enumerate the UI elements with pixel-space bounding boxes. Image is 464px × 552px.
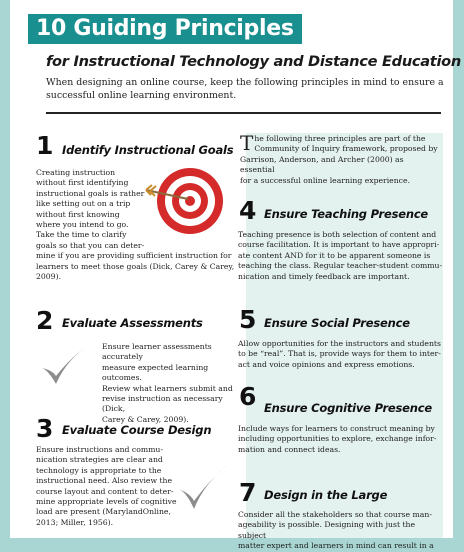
principle-5-line: act and voice opinions and express emotions. [238, 359, 415, 369]
right-column-shade [246, 133, 443, 538]
principle-7-body [238, 510, 443, 552]
principle-3-line: technology is appropriate to the [36, 465, 162, 475]
dropcap: T [240, 131, 254, 155]
principle-1-line: where you intend to go. [36, 220, 129, 230]
principle-3-line: mine appropriate levels of cognitive [36, 497, 177, 507]
principle-4-heading: Ensure Teaching Presence [264, 207, 429, 221]
principle-3-line: load are present (MarylandOnline, [36, 507, 171, 517]
principle-5-line: Allow opportunities for the instructors and students [238, 339, 441, 348]
principle-6-number: 6 [239, 382, 257, 411]
principle-1-line: goals so that you can deter- [36, 240, 145, 250]
principle-1-number: 1 [36, 131, 54, 160]
principle-6-line: Include ways for learners to construct meaning by [238, 424, 435, 433]
principle-2-heading: Evaluate Assessments [62, 316, 203, 330]
principle-5-line: to be “real”. That is, provide ways for them to inter- [238, 349, 441, 359]
principle-3-line: instructional need. Also review the [36, 476, 173, 486]
principle-3-heading: Evaluate Course Design [62, 423, 212, 437]
divider [46, 112, 441, 114]
principle-1-line: instructional goals is rather [36, 188, 145, 198]
principle-5-number: 5 [239, 305, 257, 334]
principle-4-line: course facilitation. It is important to have appropri- [238, 240, 440, 250]
principle-1-line: learners to meet those goals (Dick, Carey & Carey, [36, 261, 235, 271]
principle-3-line: Ensure instructions and commu- [36, 445, 163, 454]
principle-7-heading: Design in the Large [264, 488, 388, 502]
principle-3-body [36, 445, 186, 528]
principle-2-number: 2 [36, 306, 54, 335]
principle-2-body [102, 342, 242, 425]
right-intro-line: Community of Inquiry framework, proposed by [254, 144, 438, 154]
principle-2-line: measure expected learning outcomes. [102, 362, 209, 383]
principle-2-line: Ensure learner assessments accurately [102, 342, 212, 362]
principle-1-line: without first identifying [36, 178, 129, 188]
principle-3-line: course layout and content to deter- [36, 486, 174, 496]
principle-1-line: 2009). [36, 272, 62, 282]
principle-1-line: Take the time to clarify [36, 230, 127, 240]
principle-4-body [238, 230, 443, 282]
principle-6-line: including opportunities to explore, exchange infor- [238, 434, 437, 444]
checkmark-icon [38, 338, 96, 390]
right-intro-line: Garrison, Anderson, and Archer (2000) as essential [240, 154, 404, 175]
principle-3-number: 3 [36, 414, 54, 443]
target-icon [142, 164, 224, 236]
principle-2-line: Review what learners submit and [102, 383, 233, 393]
right-intro-line: he following three principles are part of the [254, 134, 426, 143]
principle-1-line: without first knowing [36, 209, 120, 219]
principle-7-line: Consider all the stakeholders so that course man- [238, 510, 432, 519]
principle-7-number: 7 [239, 478, 257, 507]
principle-6-line: mation and connect ideas. [238, 444, 341, 454]
principle-3-line: 2013; Miller, 1956). [36, 517, 114, 527]
right-intro-line: for a successful online learning experience. [240, 175, 410, 185]
principle-1-heading: Identify Instructional Goals [62, 143, 234, 157]
principle-3-line: nication strategies are clear and [36, 455, 163, 465]
principle-4-number: 4 [239, 196, 257, 225]
principle-5-body [238, 339, 443, 370]
principle-1-line: like setting out on a trip [36, 199, 131, 209]
title-banner: 10 Guiding Principles [28, 14, 302, 44]
document-page [10, 0, 462, 551]
right-intro [240, 131, 440, 186]
principle-2-line: revise instruction as necessary (Dick, [102, 394, 223, 414]
principle-2-line: Carey & Carey, 2009). [102, 414, 189, 424]
checkmark-icon [174, 457, 236, 515]
principle-7-line: ageability is possible. Designing with just the subject [238, 520, 416, 540]
principle-1-line: mine if you are providing sufficient instruction for [36, 251, 232, 261]
principle-4-line: ate content AND for it to be apparent someone is [238, 250, 431, 260]
principle-5-heading: Ensure Social Presence [264, 316, 410, 330]
subtitle: for Instructional Technology and Distance Education [46, 53, 462, 70]
principle-4-line: Teaching presence is both selection of content and [238, 230, 437, 239]
principle-4-line: nication and timely feedback are important. [238, 271, 410, 281]
principle-6-heading: Ensure Cognitive Presence [264, 401, 432, 415]
principle-6-body [238, 424, 443, 455]
principle-7-line: matter expert and learners in mind can result in a [238, 541, 434, 551]
principle-4-line: teaching the class. Regular teacher-student commu- [238, 261, 443, 271]
intro-paragraph: When designing an online course, keep the following principles in mind to ensure a successful online learning environment. [46, 77, 444, 101]
principle-1-line: Creating instruction [36, 168, 116, 177]
